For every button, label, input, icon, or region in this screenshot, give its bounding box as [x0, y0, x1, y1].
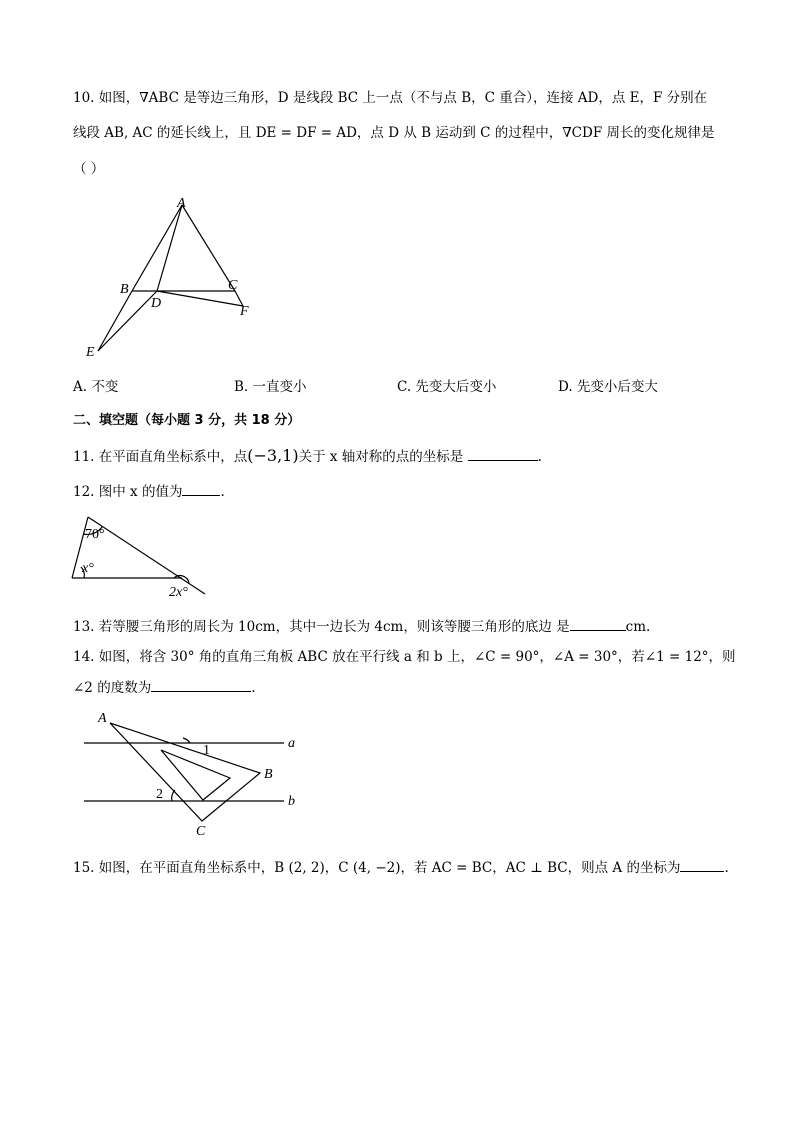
q14-line2 [73, 678, 256, 698]
q12-label-70: 70° [85, 527, 105, 542]
q13-answer-blank[interactable] [570, 618, 626, 631]
q11-prefix: 11. 在平面直角坐标系中，点 [73, 449, 248, 465]
q10-line2: 线段 AB, AC 的延长线上，且 DE = DF = AD，点 D 从 B 运动到 C 的过程中，∇CDF 周长的变化规律是 [73, 125, 715, 141]
q14-label-2: 2 [156, 787, 163, 802]
q13-text: 13. 若等腰三角形的周长为 10cm，其中一边长为 4cm，则该等腰三角形的底边 是 [73, 619, 570, 635]
q12-label-2x: 2x° [169, 585, 188, 600]
q14-label-A: A [98, 711, 107, 726]
q10-line3: （ ） [73, 161, 105, 177]
q13-line [73, 617, 650, 637]
q10-option-c[interactable]: C. 先变大后变小 [397, 379, 497, 395]
q11-answer-blank[interactable] [468, 448, 538, 461]
q12-label-x: x° [82, 561, 94, 576]
q11-end: . [537, 449, 542, 465]
q15-end: . [724, 860, 729, 876]
q10-label-F: F [240, 304, 249, 319]
q10-option-d[interactable]: D. 先变小后变大 [558, 379, 658, 395]
q12-triangle-figure [70, 512, 210, 602]
q12-prefix: 12. 图中 x 的值为 [73, 484, 183, 500]
q10-label-E: E [86, 345, 95, 360]
q10-line1: 10. 如图，∇ABC 是等边三角形，D 是线段 BC 上一点（不与点 B，C 重合），连接 AD，点 E，F 分别在 [73, 90, 708, 106]
q10-option-a[interactable]: A. 不变 [73, 379, 119, 395]
q10-label-D: D [151, 296, 162, 311]
section-title: 二、填空题（每小题 3 分，共 18 分） [73, 413, 301, 428]
q10-triangle-figure [80, 195, 270, 365]
q14-line2-text: ∠2 的度数为 [73, 680, 152, 696]
q14-end: . [251, 680, 256, 696]
q12-answer-blank[interactable] [182, 483, 220, 496]
q14-label-b: b [288, 794, 295, 809]
q14-label-C: C [196, 824, 206, 839]
q14-label-1: 1 [203, 743, 210, 758]
q12-end: . [220, 484, 225, 500]
q10-label-B: B [120, 282, 129, 297]
q15-text: 15. 如图，在平面直角坐标系中，B (2, 2)，C (4, −2)，若 AC = BC，AC ⊥ BC，则点 A 的坐标为 [73, 860, 681, 876]
q10-option-b[interactable]: B. 一直变小 [234, 379, 307, 395]
q10-label-C: C [228, 278, 238, 293]
q11-line [73, 446, 542, 467]
q14-line1: 14. 如图，将含 30° 角的直角三角板 ABC 放在平行线 a 和 b 上，∠C = 90°，∠A = 30°，若∠1 = 12°，则 [73, 649, 736, 665]
q13-end: cm. [625, 619, 651, 635]
q15-answer-blank[interactable] [680, 859, 724, 872]
q15-line [73, 858, 729, 878]
q14-parallel-lines-figure [80, 708, 310, 840]
q10-label-A: A [177, 196, 186, 211]
q11-point: (−3,1) [247, 446, 299, 465]
q14-answer-blank[interactable] [151, 679, 251, 692]
q14-label-a: a [288, 736, 295, 751]
q11-suffix: 关于 x 轴对称的点的坐标是 [298, 449, 464, 465]
q14-label-B: B [264, 767, 273, 782]
q12-line [73, 482, 225, 502]
